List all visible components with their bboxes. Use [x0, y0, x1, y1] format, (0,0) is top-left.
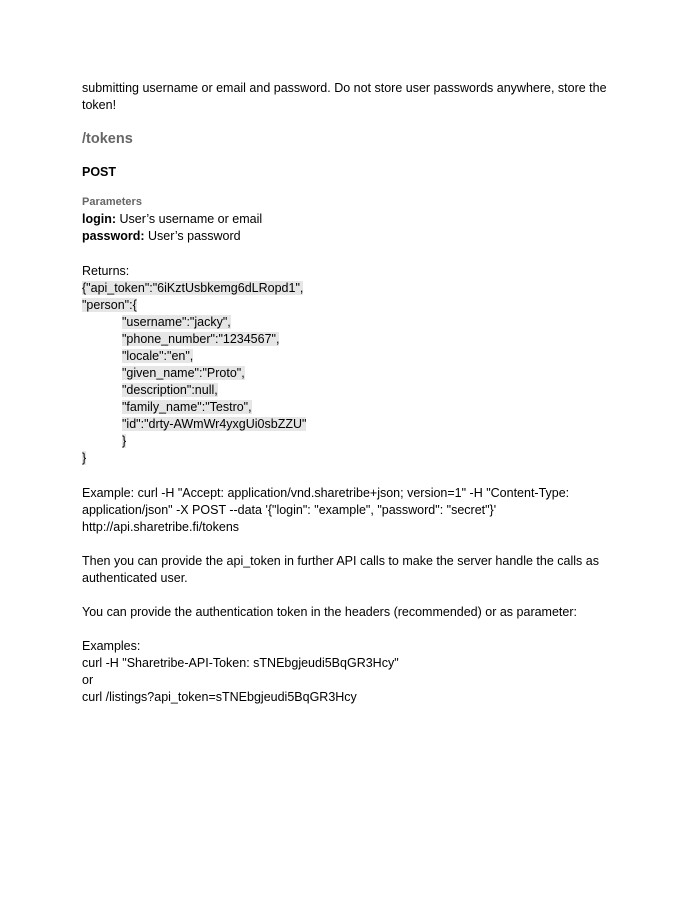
example-param-line: curl /listings?api_token=sTNEbgjeudi5BqGR3Hcy: [82, 690, 357, 704]
code-field: "locale":"en",: [122, 349, 194, 363]
code-field: "description":null,: [122, 383, 218, 397]
http-method: POST: [82, 165, 117, 179]
parameter-desc: User’s password: [144, 229, 241, 243]
code-field: "given_name":"Proto",: [122, 366, 245, 380]
provide-paragraph: You can provide the authentication token in the headers (recommended) or as parameter:: [82, 605, 577, 619]
or-line: or: [82, 673, 94, 687]
code-close-inner: }: [122, 434, 127, 448]
code-line: {"api_token":"6iKztUsbkemg6dLRopd1",: [82, 281, 304, 295]
code-field: "family_name":"Testro",: [122, 400, 252, 414]
code-field: "id":"drty-AWmWr4yxgUi0sbZZU": [122, 417, 307, 431]
parameter-login: [82, 211, 262, 228]
intro-paragraph: submitting username or email and password. Do not store user passwords anywhere, store the token!: [82, 81, 607, 112]
code-line: "person":{: [82, 298, 137, 312]
parameter-password: [82, 228, 241, 245]
code-field: "username":"jacky",: [122, 315, 231, 329]
then-paragraph: Then you can provide the api_token in further API calls to make the server handle the calls as authenticated user.: [82, 554, 599, 585]
parameter-name: login:: [82, 212, 117, 226]
parameter-name: password:: [82, 229, 145, 243]
endpoint-heading: /tokens: [82, 131, 133, 147]
example-header-line: curl -H "Sharetribe-API-Token: sTNEbgjeudi5BqGR3Hcy": [82, 656, 399, 670]
example-curl-paragraph: Example: curl -H "Accept: application/vnd.sharetribe+json; version=1" -H "Content-Type: application/json" -X POST --data '{"login": "example", "password": "secret"}' http://api.sharetribe.fi/tokens: [82, 486, 570, 534]
code-close-outer: }: [82, 451, 87, 465]
code-field: "phone_number":"1234567",: [122, 332, 280, 346]
returns-label: Returns:: [82, 264, 130, 278]
parameter-desc: User’s username or email: [116, 212, 263, 226]
parameters-title: Parameters: [82, 196, 142, 208]
examples-label: Examples:: [82, 639, 141, 653]
